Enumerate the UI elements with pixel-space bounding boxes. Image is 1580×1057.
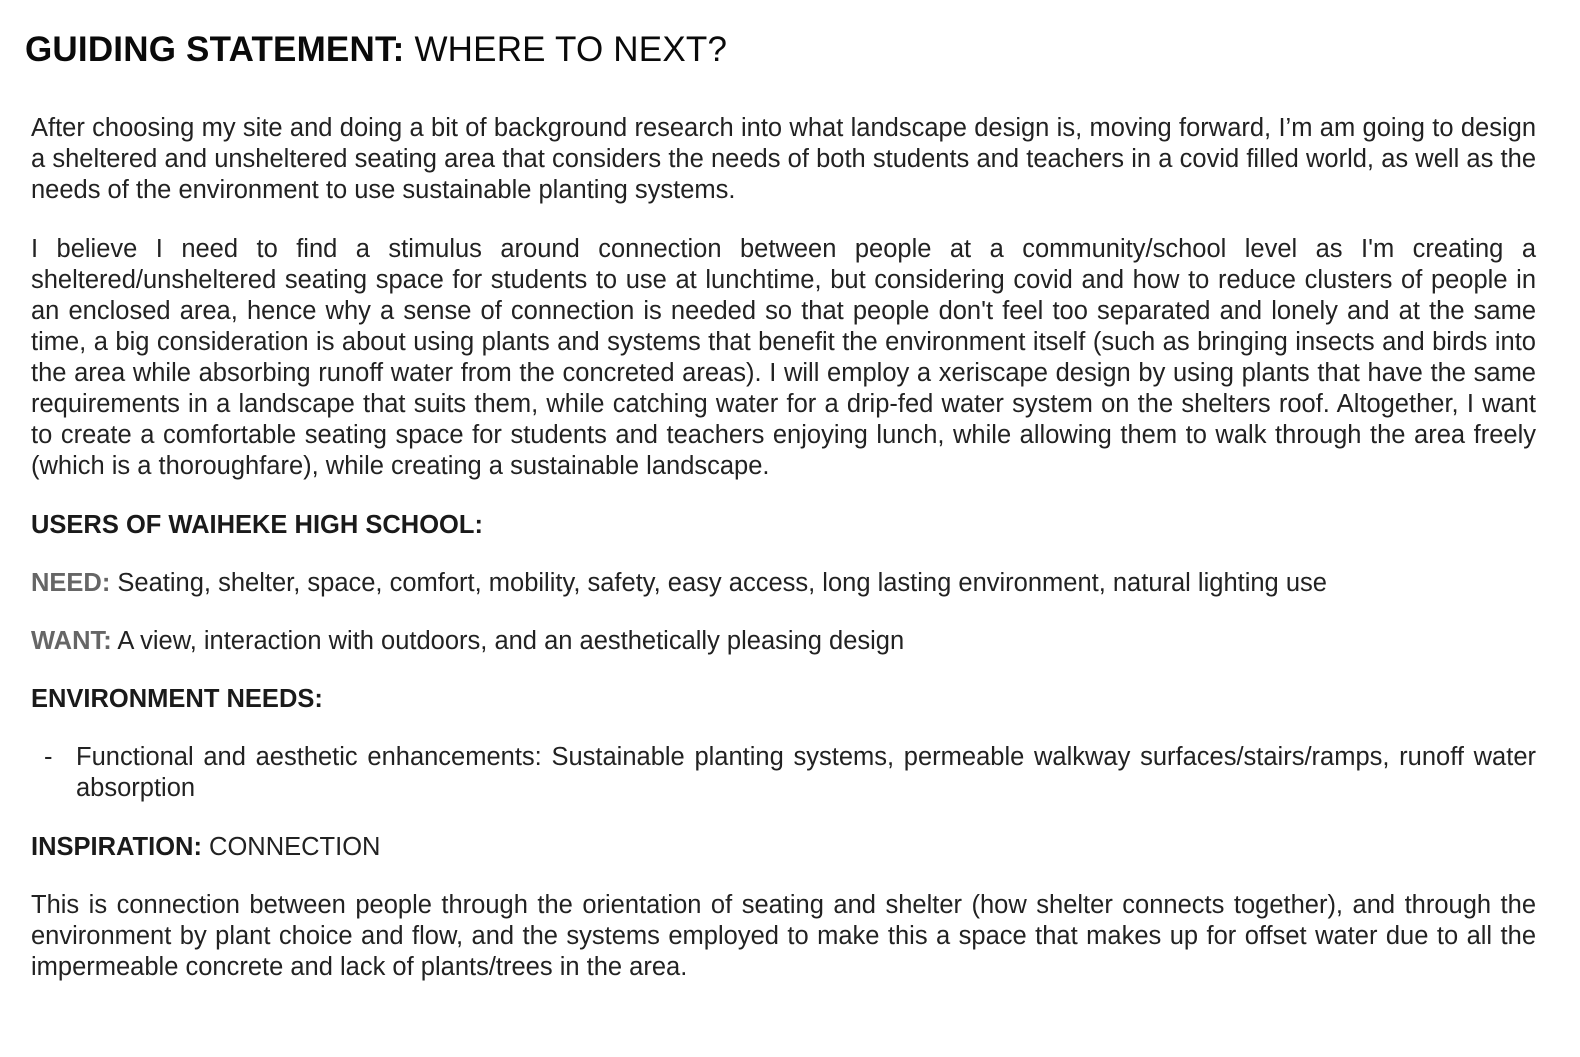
want-label: WANT: (31, 627, 112, 655)
environment-needs-list (31, 742, 1536, 804)
need-text: Seating, shelter, space, comfort, mobility, safety, easy access, long lasting environment, natural lighting use (110, 569, 1327, 597)
stimulus-paragraph: I believe I need to find a stimulus around connection between people at a community/school level as I'm creating a sheltered/unsheltered seating space for students to use at lunchtime, but considering covid and how to reduce clusters of people in an enclosed area, hence why a sense of connection is needed so that people don't feel too separated and lonely and at the same time, a big consideration is about using plants and systems that benefit the environment itself (such as bringing insects and birds into the area while absorbing runoff water from the concreted areas). I will employ a xeriscape design by using plants that have the same requirements in a landscape that suits them, while catching water for a drip-fed water system on the shelters roof. Altogether, I want to create a comfortable seating space for students and teachers enjoying lunch, while allowing them to walk through the area freely (which is a thoroughfare), while creating a sustainable landscape. (31, 235, 1536, 480)
document-body (31, 113, 1536, 983)
inspiration-text: CONNECTION (201, 833, 381, 861)
page-title (25, 28, 1536, 72)
environment-heading: ENVIRONMENT NEEDS: (31, 685, 323, 713)
need-label: NEED: (31, 569, 111, 597)
users-want (31, 626, 1536, 657)
users-need (31, 568, 1536, 599)
title-label: GUIDING STATEMENT: (25, 30, 405, 69)
inspiration-line (31, 832, 1536, 863)
inspiration-paragraph: This is connection between people through the orientation of seating and shelter (how shelter connects together), and through the environment by plant choice and flow, and the systems employed to make this a space that makes up for offset water due to all the impermeable concrete and lack of plants/trees in the area. (31, 891, 1536, 981)
inspiration-label: INSPIRATION: (31, 833, 202, 861)
title-text: WHERE TO NEXT? (404, 30, 728, 69)
bullet-marker: - (44, 743, 53, 771)
want-text: A view, interaction with outdoors, and an aesthetically pleasing design (111, 627, 905, 655)
bullet-text: Functional and aesthetic enhancements: Sustainable planting systems, permeable walkway surfaces/stairs/ramps, runoff water absorption (76, 743, 1536, 802)
users-heading: USERS OF WAIHEKE HIGH SCHOOL: (31, 511, 483, 539)
intro-paragraph: After choosing my site and doing a bit of background research into what landscape design is, moving forward, I’m am going to design a sheltered and unsheltered seating area that considers the needs of both students and teachers in a covid filled world, as well as the needs of the environment to use sustainable planting systems. (31, 114, 1536, 204)
list-item (31, 742, 1536, 804)
